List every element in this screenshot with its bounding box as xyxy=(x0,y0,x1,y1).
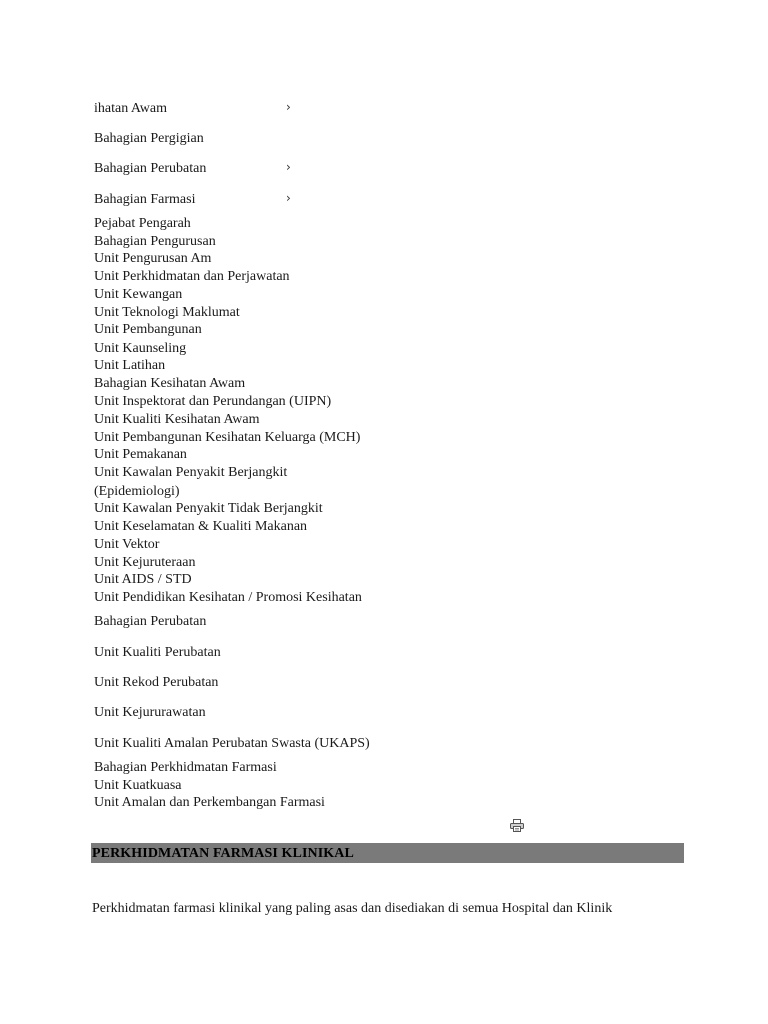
list-item: Unit Kawalan Penyakit Berjangkit xyxy=(94,465,288,480)
list-item: Unit Keselamatan & Kualiti Makanan xyxy=(94,518,308,534)
menu-item-pergigian[interactable] xyxy=(94,130,204,147)
menu-item-farmasi[interactable] xyxy=(94,191,195,208)
chevron-right-icon[interactable]: › xyxy=(286,191,291,205)
list-item: Unit Kejuruteraan xyxy=(94,554,196,570)
menu-item-label: Bahagian Farmasi xyxy=(94,192,196,207)
printer-icon[interactable] xyxy=(510,819,524,832)
list-item: Unit AIDS / STD xyxy=(94,572,192,587)
chevron-right-icon[interactable]: › xyxy=(286,100,291,114)
list-item: Unit Pengurusan Am xyxy=(94,251,212,266)
chevron-right-icon[interactable]: › xyxy=(286,160,291,174)
list-item: Unit Pembangunan Kesihatan Keluarga (MCH) xyxy=(94,429,361,445)
menu-item-label: Bahagian Perubatan xyxy=(94,161,207,176)
list-item: Bahagian Perubatan xyxy=(94,614,207,629)
list-item: Bahagian Perkhidmatan Farmasi xyxy=(94,760,277,775)
list-item: Unit Kualiti Kesihatan Awam xyxy=(94,411,260,427)
menu-item-perubatan[interactable] xyxy=(94,160,206,177)
list-item: Unit Kualiti Perubatan xyxy=(94,645,221,660)
list-item: Unit Pemakanan xyxy=(94,447,187,462)
list-item: Unit Perkhidmatan dan Perjawatan xyxy=(94,269,290,284)
list-item: Unit Rekod Perubatan xyxy=(94,675,219,690)
list-item: Unit Kawalan Penyakit Tidak Berjangkit xyxy=(94,501,323,516)
list-item: Pejabat Pengarah xyxy=(94,216,191,231)
list-item: Unit Kaunseling xyxy=(94,340,187,356)
list-item: Unit Pendidikan Kesihatan / Promosi Kesihatan xyxy=(94,590,362,605)
section-title: PERKHIDMATAN FARMASI KLINIKAL xyxy=(92,846,354,861)
body-paragraph: Perkhidmatan farmasi klinikal yang paling asas dan disediakan di semua Hospital dan Klinik xyxy=(92,901,613,916)
menu-item-kesihatan-awam[interactable] xyxy=(94,100,167,117)
menu-item-label: Bahagian Pergigian xyxy=(94,131,204,146)
list-item: Bahagian Kesihatan Awam xyxy=(94,376,246,391)
list-item: Unit Inspektorat dan Perundangan (UIPN) xyxy=(94,393,332,409)
list-item: Unit Amalan dan Perkembangan Farmasi xyxy=(94,795,325,810)
list-item: Unit Kejururawatan xyxy=(94,705,206,720)
list-item: Unit Kualiti Amalan Perubatan Swasta (UKAPS) xyxy=(94,736,370,751)
list-item: Unit Vektor xyxy=(94,536,160,552)
menu-item-label: ihatan Awam xyxy=(94,101,167,116)
list-item: Unit Latihan xyxy=(94,358,166,373)
list-item: Unit Kewangan xyxy=(94,287,183,302)
list-item: Unit Pembangunan xyxy=(94,322,202,337)
section-header xyxy=(91,843,684,863)
list-item: (Epidemiologi) xyxy=(94,483,180,499)
list-item: Bahagian Pengurusan xyxy=(94,233,216,249)
list-item: Unit Kuatkuasa xyxy=(94,777,182,793)
list-item: Unit Teknologi Maklumat xyxy=(94,304,240,320)
